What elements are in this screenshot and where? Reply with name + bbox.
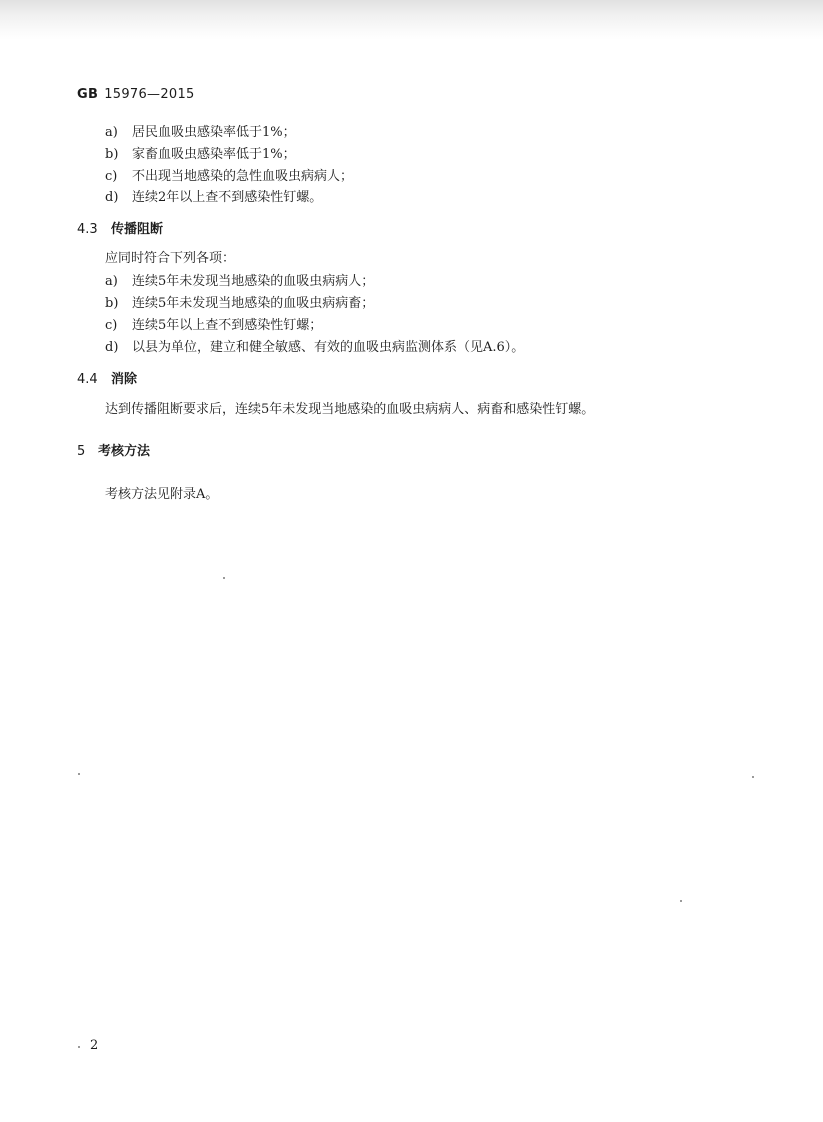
list-item — [105, 273, 374, 291]
item-label: b) — [105, 147, 119, 162]
document-header — [77, 87, 195, 102]
scan-speck — [78, 1046, 80, 1048]
item-label: a) — [105, 125, 118, 140]
item-text: 不出现当地感染的急性血吸虫病病人； — [132, 169, 354, 184]
list-item — [105, 146, 296, 164]
scan-speck — [223, 577, 225, 579]
item-label: c) — [105, 169, 118, 184]
scan-shadow — [0, 0, 823, 40]
section-intro: 应同时符合下列各项： — [105, 251, 236, 266]
section-title: 消除 — [111, 372, 138, 387]
section-body: 考核方法见附录A。 — [105, 487, 219, 502]
item-text: 以县为单位，建立和健全敏感、有效的血吸虫病监测体系（见A.6）。 — [132, 340, 525, 355]
item-text: 连续5年未发现当地感染的血吸虫病病畜； — [132, 296, 375, 311]
section-title: 传播阻断 — [111, 222, 164, 237]
list-item — [105, 189, 322, 207]
list-item — [105, 339, 524, 357]
page-number: 2 — [90, 1038, 99, 1053]
item-text: 家畜血吸虫感染率低于1%； — [132, 147, 296, 162]
item-text: 连续5年未发现当地感染的血吸虫病病人； — [132, 274, 375, 289]
list-item — [105, 124, 296, 142]
section-number: 4.3 — [77, 222, 98, 237]
list-item — [105, 295, 374, 313]
item-label: c) — [105, 318, 118, 333]
item-text: 连续2年以上查不到感染性钉螺。 — [132, 190, 323, 205]
standard-code: GB — [77, 87, 99, 102]
section-title: 考核方法 — [98, 444, 151, 459]
section-heading-4-3 — [77, 221, 163, 239]
item-text: 居民血吸虫感染率低于1%； — [132, 125, 296, 140]
list-item — [105, 317, 322, 335]
section-number: 4.4 — [77, 372, 98, 387]
section-number: 5 — [77, 444, 86, 459]
section-body: 达到传播阻断要求后，连续5年未发现当地感染的血吸虫病病人、病畜和感染性钉螺。 — [105, 402, 595, 417]
section-heading-5 — [77, 443, 150, 461]
item-label: d) — [105, 340, 119, 355]
scan-speck — [752, 776, 754, 778]
scan-speck — [78, 773, 80, 775]
list-item — [105, 168, 353, 186]
item-label: a) — [105, 274, 118, 289]
item-label: d) — [105, 190, 119, 205]
standard-number: 15976—2015 — [104, 87, 195, 102]
item-text: 连续5年以上查不到感染性钉螺； — [132, 318, 323, 333]
scan-speck — [680, 900, 682, 902]
item-label: b) — [105, 296, 119, 311]
section-heading-4-4 — [77, 371, 137, 389]
